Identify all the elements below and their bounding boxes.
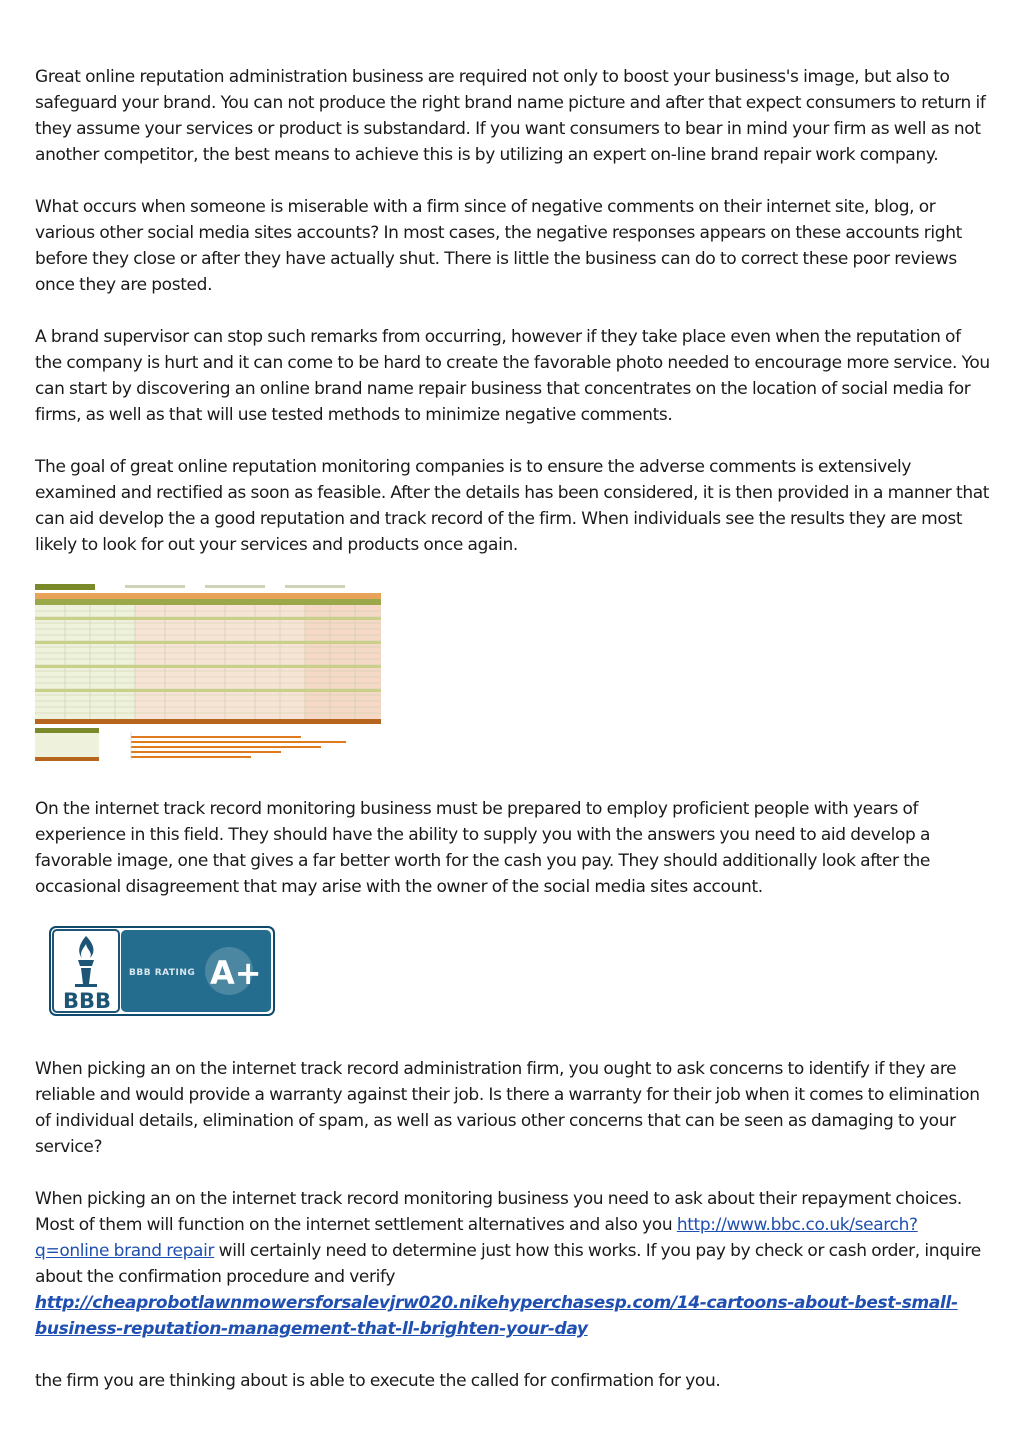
article xyxy=(35,64,990,1420)
paragraph-1: Great online reputation administration business are required not only to boost your business's image, but also to safeguard your brand. You can not produce the right brand name picture and after that expect consumers to return if they assume your services or product is substandard. If you want consumers to bear in mind your firm as well as not another competitor, the best means to achieve this is by utilizing an expert on-line brand repair work company. xyxy=(35,67,986,165)
bbb-rating-badge xyxy=(49,926,275,1016)
paragraph-4: The goal of great online reputation monitoring companies is to ensure the adverse comments is extensively examined and rectified as soon as feasible. After the details has been considered, it is then provided in a manner that can aid develop the a good reputation and track record of the firm. When individuals see the results they are most likely to look for out your services and products once again. xyxy=(35,457,990,555)
bbb-logo-text: BBB xyxy=(63,989,112,1013)
paragraph-7 xyxy=(35,1186,990,1342)
bbb-rating-label: BBB RATING xyxy=(129,968,196,978)
bbc-search-link[interactable]: http://www.bbc.co.uk/search?q=online brand repair xyxy=(35,1215,918,1261)
spreadsheet-image xyxy=(35,584,381,762)
bbb-logo-icon xyxy=(49,926,275,1016)
paragraph-5: On the internet track record monitoring business must be prepared to employ proficient people with years of experience in this field. They should have the ability to supply you with the answers you need to aid develop a favorable image, one that gives a far better worth for the cash you pay. They should additionally look after the occasional disagreement that may arise with the owner of the social media sites account. xyxy=(35,799,931,897)
paragraph-6: When picking an on the internet track record administration firm, you ought to ask concerns to identify if they are reliable and would provide a warranty against their job. Is there a warranty for their job when it comes to elimination of individual details, elimination of spam, as well as various other concerns that can be seen as damaging to your service? xyxy=(35,1059,980,1157)
cartoons-article-link[interactable]: http://cheaprobotlawnmowersforsalevjrw020.nikehyperchasesp.com/14-cartoons-about-best-small-business-reputation-management-that-ll-brighten-your-day xyxy=(35,1293,958,1339)
paragraph-3: A brand supervisor can stop such remarks from occurring, however if they take place even when the reputation of the company is hurt and it can come to be hard to create the favorable photo needed to encourage more service. You can start by discovering an online brand name repair business that concentrates on the location of social media for firms, as well as that will use tested methods to minimize negative comments. xyxy=(35,327,990,425)
bbb-grade: A+ xyxy=(210,954,262,992)
paragraph-7-text-b: will certainly need to determine just how this works. If you pay by check or cash order, inquire about the confirmation procedure and verify xyxy=(35,1241,981,1287)
paragraph-8: the firm you are thinking about is able to execute the called for confirmation for you. xyxy=(35,1371,721,1391)
spreadsheet-thumbnail-icon xyxy=(35,584,381,762)
paragraph-2: What occurs when someone is miserable with a firm since of negative comments on their internet site, blog, or various other social media sites accounts? In most cases, the negative responses appears on these accounts right before they close or after they have actually shut. There is little the business can do to correct these poor reviews once they are posted. xyxy=(35,197,962,295)
paragraph-7-text-a: When picking an on the internet track record monitoring business you need to ask about their repayment choices. Most of them will function on the internet settlement alternatives and also you xyxy=(35,1189,962,1235)
